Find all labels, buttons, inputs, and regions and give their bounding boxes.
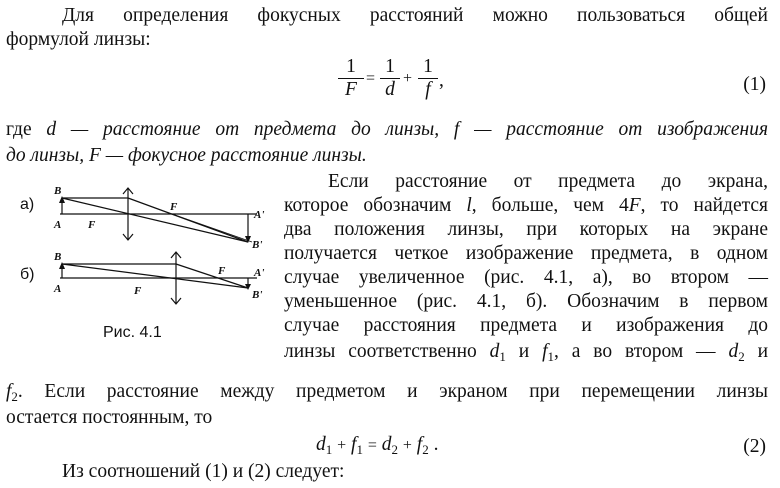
paragraph-2-line-2: остается постоянным, то: [6, 407, 213, 428]
term-1-numerator: 1: [385, 56, 395, 77]
lens-ray-diagram: [52, 180, 274, 310]
right-line-2: которое обозначим l, больше, чем 4F, то найдется: [284, 195, 769, 216]
point-B-a: B: [54, 185, 62, 197]
term-1-denominator: d: [385, 79, 395, 100]
image-point-B-prime-a: B': [252, 239, 263, 251]
point-A-a: A: [54, 219, 62, 231]
right-line-8: линзы соответственно $d_1$ и $f_1$, а во втором — $d_2$ и: [284, 341, 768, 364]
right-line-6: уменьшенное (рис. 4.1, б). Обозначим в первом: [284, 291, 768, 312]
term-2-numerator: 1: [423, 56, 433, 77]
diagram-b: [59, 252, 257, 304]
definitions-line-1: где d — расстояние от предмета до линзы, f — расстояние от изображения: [6, 119, 769, 140]
formula-1-term-1: [380, 56, 400, 101]
point-B-b: B: [54, 251, 62, 263]
figure-caption: Рис. 4.1: [103, 324, 162, 341]
paragraph-1-line-2: формулой линзы:: [6, 29, 151, 50]
image-point-A-prime-a: A': [254, 209, 265, 221]
right-line-7: случае расстояния предмета и изображения до: [284, 315, 768, 336]
right-line-5: случае увеличенное (рис. 4.1, а), во втором —: [284, 267, 768, 288]
right-line-3: два положения линзы, при которых на экране: [284, 219, 768, 240]
focus-F-b-right: F: [218, 265, 226, 277]
image-point-A-prime-b: A': [254, 267, 265, 279]
formula-1-comma: ,: [439, 70, 444, 91]
paragraph-3: Из соотношений (1) и (2) следует:: [62, 461, 345, 482]
diagram-a: [59, 188, 257, 243]
equals-sign: =: [366, 70, 376, 87]
equation-number-1: (1): [743, 74, 766, 95]
paragraph-1-line-1: Для определения фокусных расстояний можно пользоваться общей: [62, 5, 768, 26]
formula-2: $d_1 + f_1 = d_2 + f_2$ .: [316, 434, 439, 457]
focus-F-a-left: F: [88, 219, 96, 231]
paragraph-2-line-1: $f_2$. Если расстояние между предметом и экраном при перемещении линзы: [6, 381, 768, 404]
focus-F-a-right: F: [170, 201, 178, 213]
ray-refracted-b: [176, 264, 248, 288]
term-2-denominator: f: [425, 79, 431, 100]
right-line-1: Если расстояние от предмета до экрана,: [328, 171, 768, 192]
image-point-B-prime-b: B': [252, 289, 263, 301]
definitions-line-2: до линзы, F — фокусное расстояние линзы.: [6, 145, 367, 166]
lhs-denominator: F: [345, 79, 357, 100]
point-A-b: A: [54, 283, 62, 295]
focus-F-b-left: F: [134, 285, 142, 297]
right-line-4: получается четкое изображение предмета, в одном: [284, 243, 768, 264]
lhs-numerator: 1: [346, 56, 356, 77]
figure-label-b: б): [20, 266, 35, 283]
formula-1-term-2: [418, 56, 438, 101]
equation-number-2: (2): [743, 436, 766, 457]
plus-sign: +: [403, 70, 413, 87]
formula-1-lhs: [338, 56, 364, 101]
figure-label-a: а): [20, 196, 35, 213]
